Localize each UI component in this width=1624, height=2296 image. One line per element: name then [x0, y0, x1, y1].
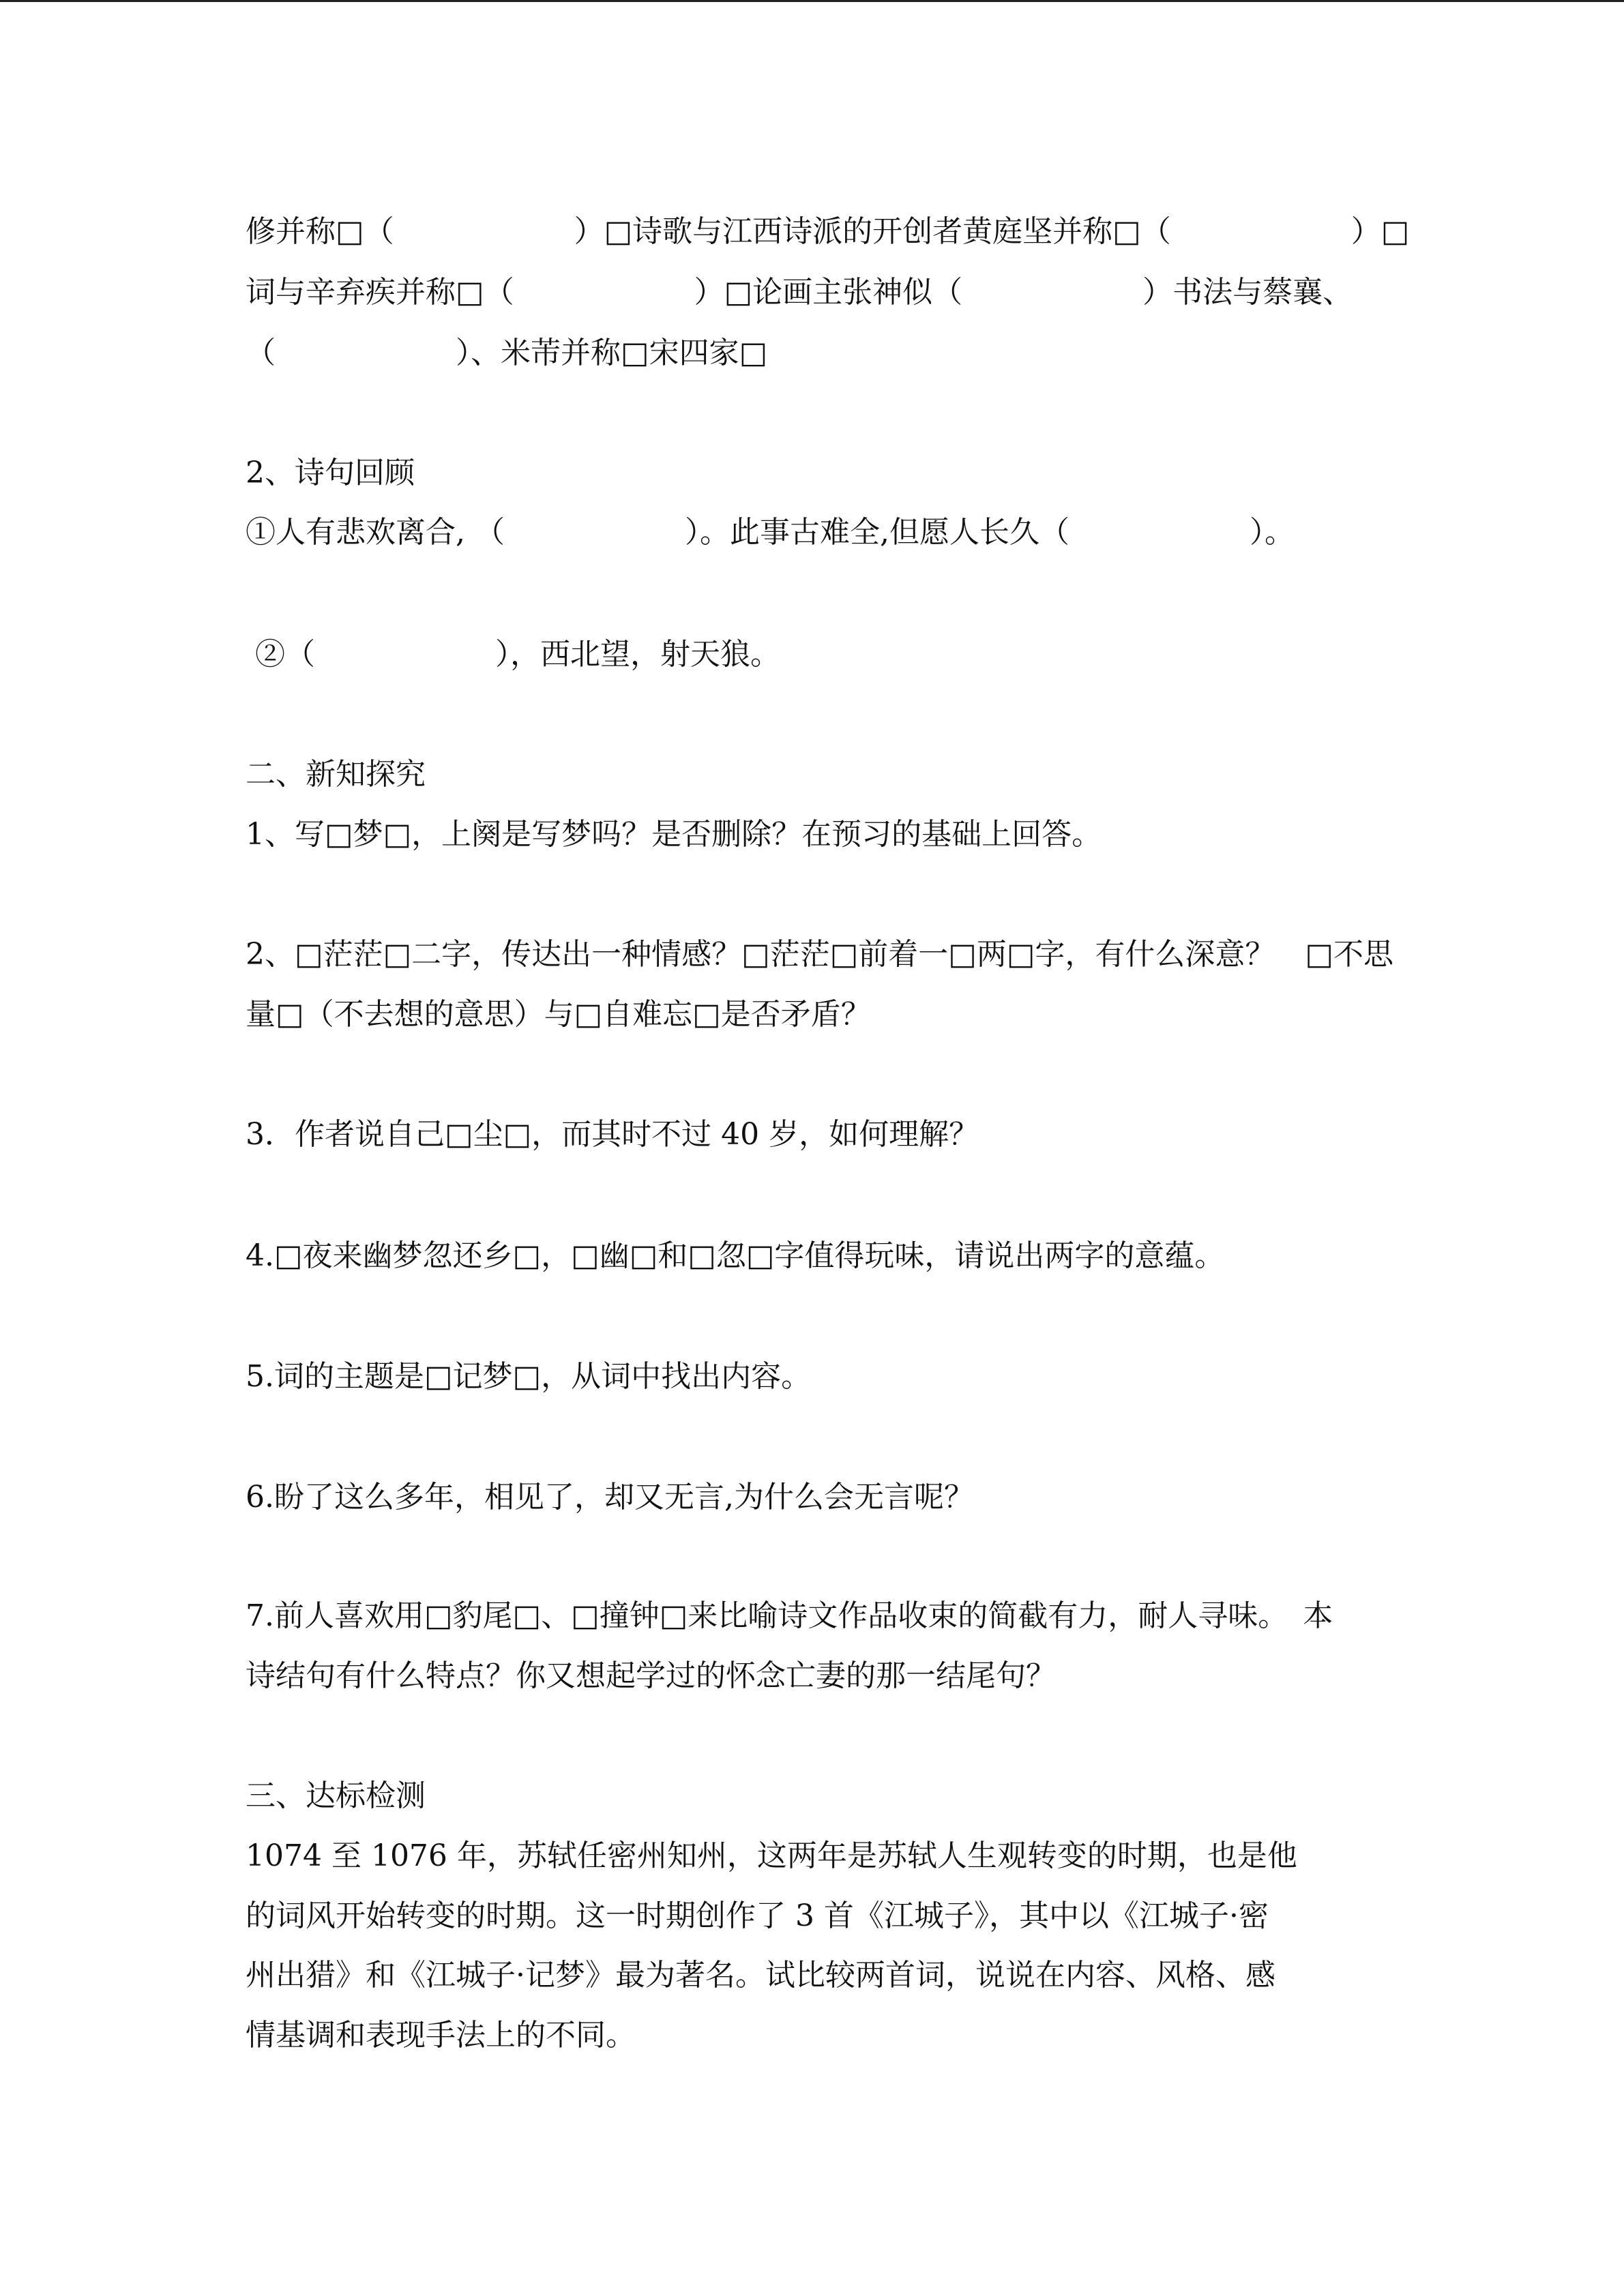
assess-paragraph-line-4: 情基调和表现手法上的不同。	[246, 2018, 636, 2053]
page-top-border	[0, 0, 1624, 2]
explore-question-5: 5.词的主题是□记梦□，从词中找出内容。	[246, 1359, 812, 1394]
explore-question-3: 3．作者说自己□尘□，而其时不过 40 岁，如何理解？	[246, 1117, 979, 1152]
assess-paragraph-line-2: 的词风开始转变的时期。这一时期创作了 3 首《江城子》，其中以《江城子·密	[246, 1898, 1269, 1933]
assess-paragraph-line-3: 州出猎》和《江城子·记梦》最为著名。试比较两首词，说说在内容、风格、感	[246, 1958, 1275, 1993]
explore-question-7-line-2: 诗结句有什么特点？你又想起学过的怀念亡妻的那一结尾句？	[246, 1658, 1056, 1693]
intro-line-3: （ ）、米芾并称□宋四家□	[246, 336, 768, 370]
assess-paragraph-line-1: 1074 至 1076 年，苏轼任密州知州，这两年是苏轼人生观转变的时期，也是他	[246, 1838, 1297, 1873]
explore-question-2-line-1: 2、□茫茫□二字，传达出一种情感？□茫茫□前着一□两□字，有什么深意？ □不思	[246, 937, 1393, 972]
recall-item-2: ②（ ），西北望，射天狼。	[246, 637, 780, 672]
explore-question-7-line-1: 7.前人喜欢用□豹尾□、□撞钟□来比喻诗文作品收束的简截有力，耐人寻味。 本	[246, 1598, 1333, 1633]
recall-heading: 2、诗句回顾	[246, 456, 415, 490]
explore-question-1: 1、写□梦□，上阕是写梦吗？是否删除？在预习的基础上回答。	[246, 817, 1102, 852]
explore-question-4: 4.□夜来幽梦忽还乡□，□幽□和□忽□字值得玩味，请说出两字的意蕴。	[246, 1238, 1225, 1273]
explore-heading: 二、新知探究	[246, 757, 426, 792]
recall-item-1: ①人有悲欢离合, （ ）。此事古难全,但愿人长久（ ）。	[246, 515, 1295, 550]
explore-question-2-line-2: 量□（不去想的意思）与□自难忘□是否矛盾？	[246, 997, 871, 1032]
intro-line-2: 词与辛弃疾并称□（ ）□论画主张神似（ ）书法与蔡襄、	[246, 275, 1353, 310]
intro-line-1: 修并称□（ ）□诗歌与江西诗派的开创者黄庭坚并称□（ ）□	[246, 214, 1410, 249]
explore-question-6: 6.盼了这么多年，相见了，却又无言,为什么会无言呢？	[246, 1480, 974, 1515]
assess-heading: 三、达标检测	[246, 1778, 426, 1813]
